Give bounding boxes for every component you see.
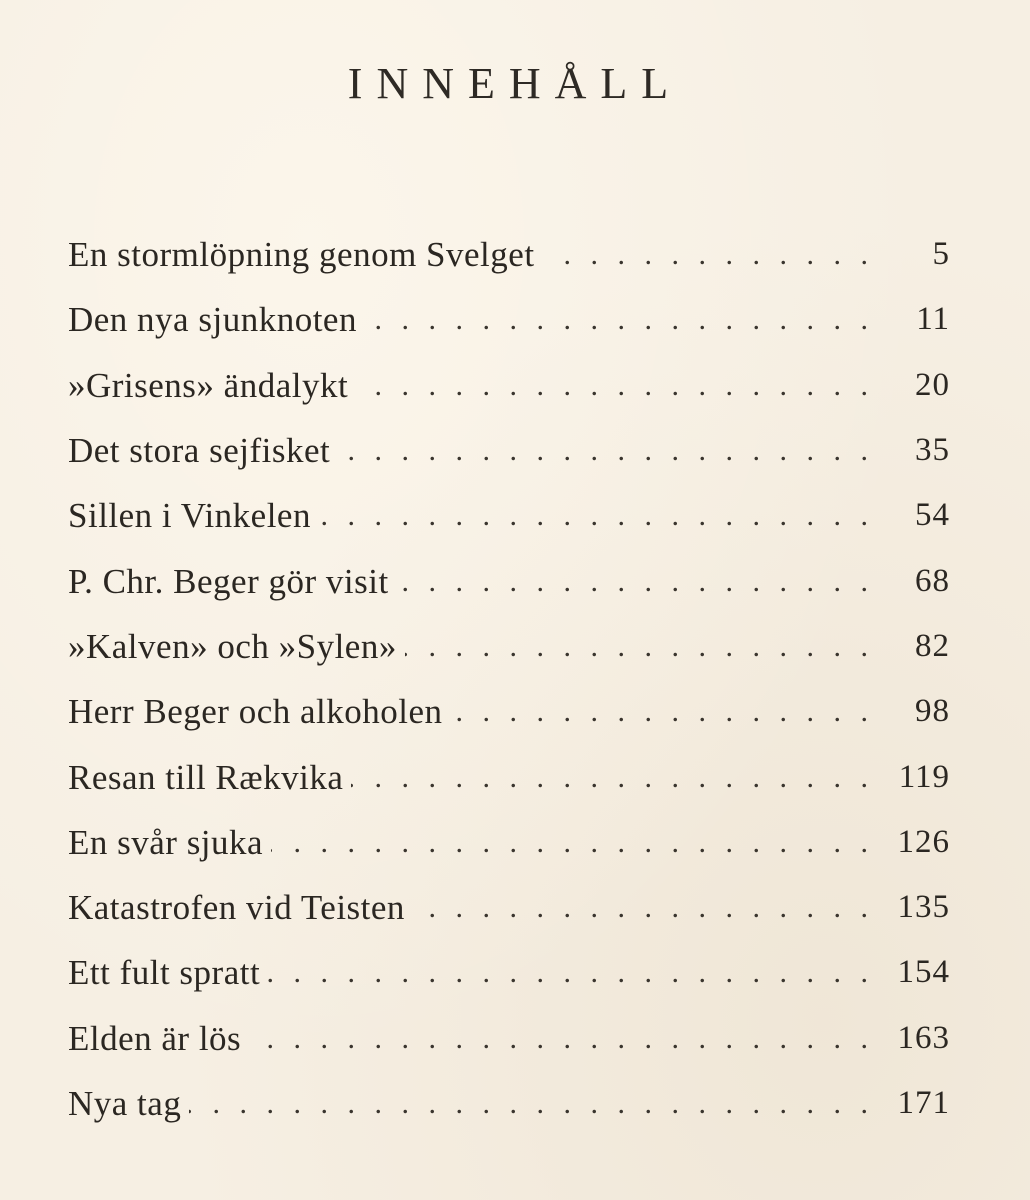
toc-entry bbox=[68, 548, 950, 613]
entry-page-number: 20 bbox=[915, 366, 950, 403]
entry-title: Katastrofen vid Teisten bbox=[68, 888, 405, 928]
entry-title: Ett fult spratt bbox=[68, 953, 261, 993]
entry-title: Nya tag bbox=[68, 1084, 182, 1123]
toc-entry bbox=[68, 614, 950, 679]
dot-leader bbox=[351, 760, 874, 795]
toc-entry bbox=[68, 1071, 950, 1136]
toc-entry bbox=[68, 353, 950, 418]
dot-leader bbox=[338, 433, 874, 468]
entry-page-number: 68 bbox=[915, 562, 950, 599]
entry-title: Sillen i Vinkelen bbox=[68, 496, 311, 536]
entry-page-number: 82 bbox=[915, 627, 950, 664]
entry-title: »Kalven» och »Sylen» bbox=[68, 626, 397, 666]
dot-leader bbox=[319, 498, 874, 533]
dot-leader bbox=[189, 1086, 874, 1121]
entry-page-number: 98 bbox=[915, 693, 950, 730]
entry-page-number: 171 bbox=[897, 1085, 950, 1121]
table-of-contents bbox=[68, 222, 950, 1136]
toc-entry bbox=[68, 483, 950, 548]
entry-title: »Grisens» ändalykt bbox=[68, 365, 349, 405]
entry-page-number: 35 bbox=[915, 432, 950, 469]
contents-heading: INNEHÅLL bbox=[347, 59, 683, 108]
toc-entry bbox=[68, 744, 950, 809]
toc-entry bbox=[68, 875, 950, 940]
entry-page-number: 126 bbox=[897, 823, 950, 860]
entry-title: Resan till Rækvika bbox=[68, 757, 344, 797]
entry-page-number: 119 bbox=[898, 758, 950, 795]
entry-title: En svår sjuka bbox=[68, 822, 264, 862]
dot-leader bbox=[249, 1021, 874, 1056]
entry-title: P. Chr. Beger gör visit bbox=[68, 561, 389, 601]
dot-leader bbox=[397, 564, 874, 599]
entry-page-number: 54 bbox=[915, 497, 950, 534]
dot-leader bbox=[365, 302, 874, 337]
dot-leader bbox=[268, 955, 874, 990]
entry-title: Det stora sejfisket bbox=[68, 431, 331, 471]
entry-page-number: 135 bbox=[897, 889, 950, 926]
toc-entry bbox=[68, 940, 950, 1005]
entry-title: Den nya sjunknoten bbox=[68, 300, 357, 340]
toc-entry bbox=[68, 1006, 950, 1071]
toc-entry bbox=[68, 679, 950, 744]
entry-title: Herr Beger och alkoholen bbox=[68, 692, 443, 732]
entry-page-number: 11 bbox=[916, 301, 950, 338]
toc-entry bbox=[68, 222, 950, 287]
dot-leader bbox=[543, 237, 874, 272]
entry-title: En stormlöpning genom Svelget bbox=[68, 235, 535, 275]
entry-page-number: 163 bbox=[897, 1019, 950, 1056]
toc-entry bbox=[68, 287, 950, 352]
dot-leader bbox=[405, 629, 874, 664]
entry-page-number: 5 bbox=[932, 236, 950, 273]
dot-leader bbox=[356, 368, 874, 403]
entry-title: Elden är lös bbox=[68, 1018, 242, 1058]
dot-leader bbox=[413, 890, 874, 925]
entry-page-number: 154 bbox=[897, 954, 950, 991]
dot-leader bbox=[271, 825, 874, 860]
toc-entry bbox=[68, 418, 950, 483]
dot-leader bbox=[451, 694, 875, 729]
toc-entry bbox=[68, 810, 950, 875]
